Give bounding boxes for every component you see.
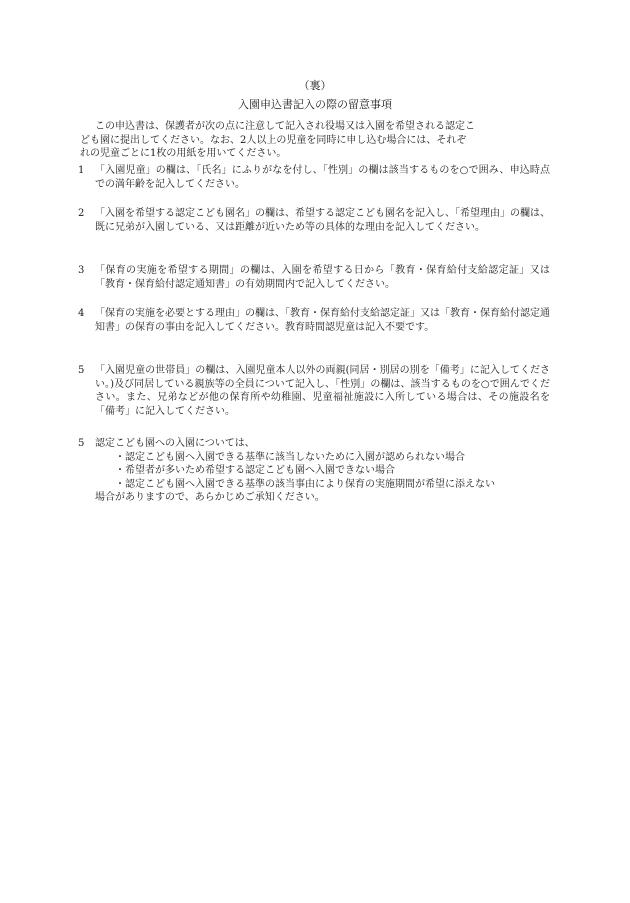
notice-item-6 <box>78 437 550 505</box>
intro-line-2: ども園に提出してください。なお、2人以上の児童を同時に申し込む場合には、それぞ <box>80 134 467 146</box>
intro-line-3: れの児童ごとに1枚の用紙を用いてください。 <box>80 148 287 159</box>
item-number: 2 <box>78 208 85 219</box>
item-text: 「入園児童の世帯員」の欄は、入園児童本人以外の両親(同居・別居の別を「備考」に記入してください。)及び同居している親族等の全員について記入し、「性別」の欄は、該当するものを○で囲んでください。また、兄弟などが他の保育所や幼稚園、児童福祉施設に入所している場合は、その施設名を「備考」に記入してください。 <box>95 365 550 417</box>
item-text: 「入園を希望する認定こども園名」の欄は、希望する認定こども園名を記入し、「希望理由」の欄は、既に兄弟が入園している、又は距離が近いため等の具体的な理由を記入してください。 <box>95 208 550 233</box>
intro-paragraph <box>80 120 550 161</box>
item-closing: 場合がありますので、あらかじめご承知ください。 <box>95 492 325 503</box>
notice-item-3 <box>78 264 550 291</box>
item-number: 1 <box>78 165 85 176</box>
item-number: 5 <box>78 365 85 376</box>
notice-item-5 <box>78 364 550 418</box>
item-text: 「保育の実施を必要とする理由」の欄は、「教育・保育給付支給認定証」又は「教育・保育給付認定通知書」の保育の事由を記入してください。教育時間認児童は記入不要です。 <box>95 308 550 333</box>
page-side-label: （裏） <box>298 79 332 92</box>
item-number: 5 <box>78 438 85 449</box>
intro-line-1: この申込書は、保護者が次の点に注意して記入され役場又は入園を希望される認定こ <box>95 121 475 132</box>
notice-item-1 <box>78 164 550 191</box>
bullet-item: ・認定こども園へ入園できる基準に該当しないために入園が認められない場合 <box>115 451 465 463</box>
item-body <box>95 437 550 505</box>
item-number: 3 <box>78 265 85 276</box>
item-number: 4 <box>78 308 85 319</box>
bullet-item: ・希望者が多いため希望する認定こども園へ入園できない場合 <box>115 465 395 476</box>
document-title: 入園申込書記入の際の留意事項 <box>238 98 392 111</box>
item-text: 「保育の実施を希望する期間」の欄は、入園を希望する日から「教育・保育給付支給認定証」又は「教育・保育給付認定通知書」の有効期間内で記入してください。 <box>95 265 550 290</box>
item-lead: 認定こども園への入園については、 <box>95 438 255 449</box>
item-text: 「入園児童」の欄は、「氏名」にふりがなを付し、「性別」の欄は該当するものを○で囲み、申込時点での満年齢を記入してください。 <box>95 165 550 190</box>
notice-item-2 <box>78 207 550 234</box>
bullet-item: ・認定こども園へ入園できる基準の該当事由により保育の実施期間が希望に添えない <box>115 478 495 490</box>
notice-item-4 <box>78 307 550 334</box>
